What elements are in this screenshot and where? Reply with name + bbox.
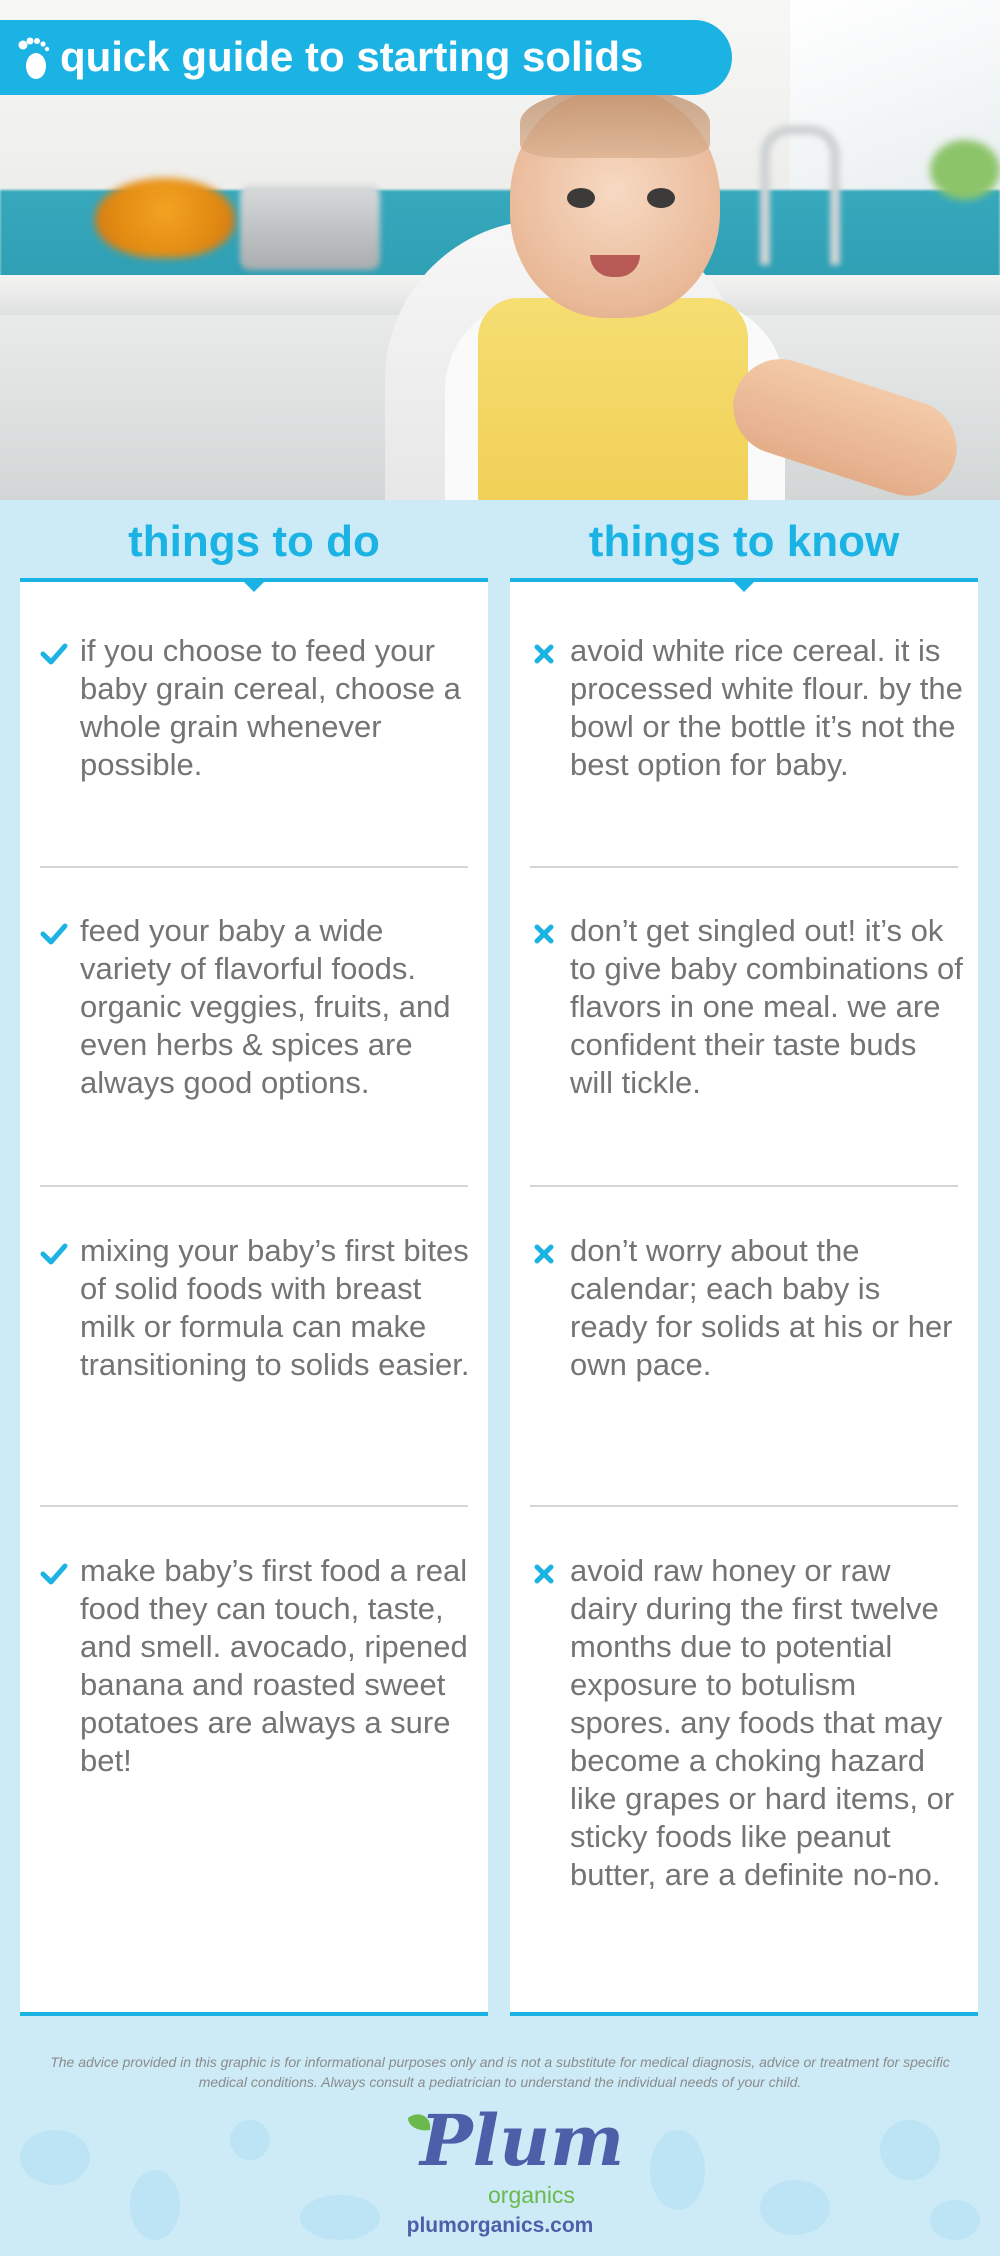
checkmark-icon [40,920,68,948]
checkmark-icon [40,1560,68,1588]
x-icon [530,1240,558,1268]
do-item-text: mixing your baby’s first bites of solid foods with breast milk or formula can make transitioning to solids easier. [80,1233,470,1382]
divider [530,866,958,868]
toaster [240,185,380,270]
x-icon [530,920,558,948]
title-banner [0,20,732,95]
baby-bib [478,298,748,500]
logo-subtext: organics [488,2182,575,2208]
disclaimer-text: The advice provided in this graphic is for informational purposes only and is not a substitute for medical diagnosis, advice or treatment for specific medical conditions. Always consult a pediatrician to understand the individual needs of your child. [50,2054,950,2090]
faucet [760,125,840,265]
x-icon [530,1560,558,1588]
do-item-text: if you choose to feed your baby grain cereal, choose a whole grain whenever possible. [80,633,461,782]
logo-wordmark: Plum [420,2099,625,2182]
know-item-text: don’t get singled out! it’s ok to give baby combinations of flavors in one meal. we are confident their taste buds will tickle. [570,913,963,1100]
divider [530,1505,958,1507]
heading-things-to-do: things to do [128,517,380,566]
website-link[interactable]: plumorganics.com [406,2214,594,2237]
know-item-text: avoid raw honey or raw dairy during the first twelve months due to potential exposure to botulism spores. any foods that may become a choking hazard like grapes or hard items, or sticky foods like peanut butter, are a definite no-no. [570,1553,955,1892]
baby-footprint-icon [16,36,50,80]
divider [40,1185,468,1187]
know-item-text: avoid white rice cereal. it is processed white flour. by the bowl or the bottle it’s not the best option for baby. [570,633,963,782]
things-to-know-card [510,578,978,2016]
plant [930,140,1000,200]
page-title: quick guide to starting solids [60,33,644,80]
do-item-text: make baby’s first food a real food they can touch, taste, and smell. avocado, ripened banana and roasted sweet potatoes are always a sure bet! [80,1553,468,1778]
x-icon [530,640,558,668]
checkmark-icon [40,1240,68,1268]
know-item-text: don’t worry about the calendar; each baby is ready for solids at his or her own pace. [570,1233,953,1382]
things-to-do-card [20,578,488,2016]
heading-things-to-know: things to know [588,517,900,566]
do-item-text: feed your baby a wide variety of flavorful foods. organic veggies, fruits, and even herbs & spices are always good options. [80,913,451,1100]
divider [530,1185,958,1187]
checkmark-icon [40,640,68,668]
fruit-bowl [95,178,235,258]
divider [40,1505,468,1507]
divider [40,866,468,868]
